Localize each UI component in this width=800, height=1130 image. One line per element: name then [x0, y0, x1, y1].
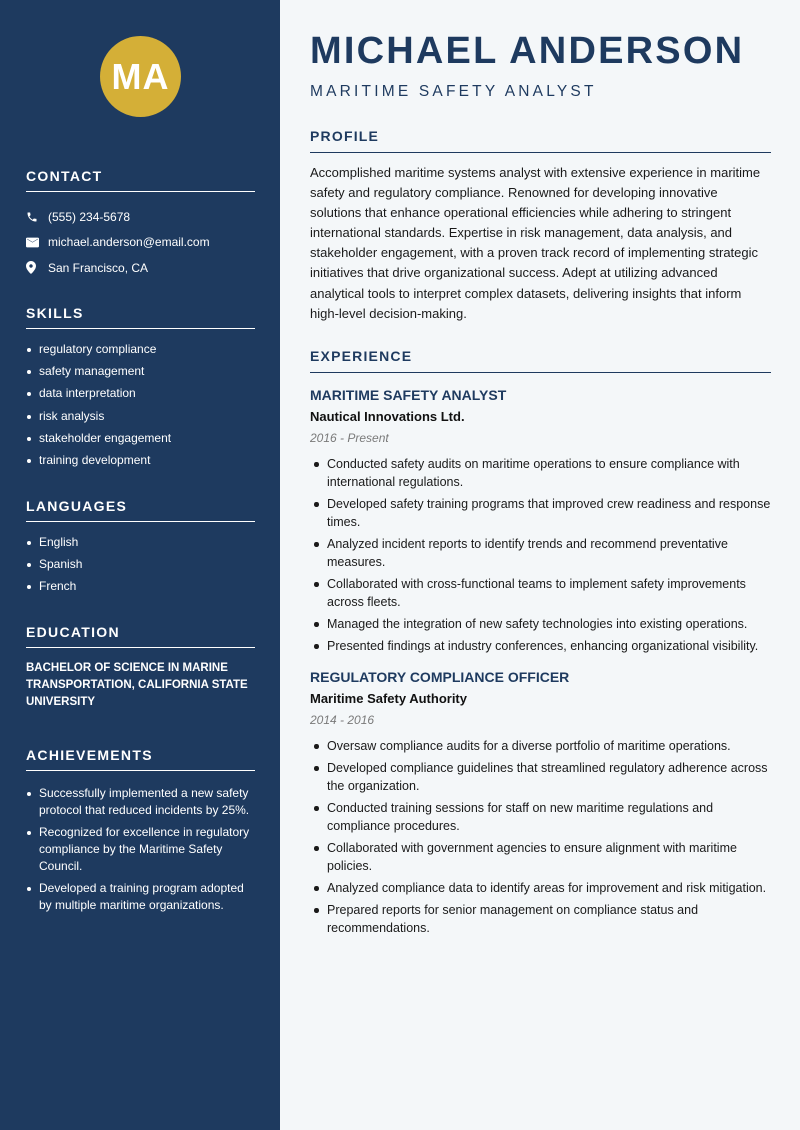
experience-section — [310, 348, 771, 941]
languages-heading: LANGUAGES — [26, 498, 255, 522]
candidate-title: MARITIME SAFETY ANALYST — [310, 83, 597, 100]
duty-item: Collaborated with cross-functional teams to implement safety improvements across fleets. — [310, 575, 771, 611]
education-section — [26, 624, 255, 711]
skill-item: stakeholder engagement — [26, 430, 255, 452]
contact-section — [26, 168, 255, 281]
achievements-section — [26, 747, 255, 919]
location-pin-icon — [26, 261, 48, 274]
language-item: French — [26, 578, 255, 600]
contact-location — [26, 255, 255, 281]
job-dates: 2016 - Present — [310, 431, 389, 445]
job-entry — [310, 669, 771, 937]
candidate-name: MICHAEL ANDERSON — [310, 30, 745, 72]
duty-item: Analyzed incident reports to identify trends and recommend preventative measures. — [310, 535, 771, 571]
job-duties — [310, 455, 771, 655]
job-title: MARITIME SAFETY ANALYST — [310, 387, 507, 403]
skill-item: regulatory compliance — [26, 341, 255, 363]
duty-item: Conducted training sessions for staff on new maritime regulations and compliance procedures. — [310, 799, 771, 835]
duty-item: Analyzed compliance data to identify areas for improvement and risk mitigation. — [310, 879, 771, 897]
profile-section — [310, 128, 771, 324]
location-text: San Francisco, CA — [48, 260, 149, 275]
contact-heading: CONTACT — [26, 168, 255, 192]
duty-item: Developed compliance guidelines that streamlined regulatory adherence across the organization. — [310, 759, 771, 795]
job-company: Maritime Safety Authority — [310, 691, 467, 706]
achievement-item: Developed a training program adopted by multiple maritime organizations. — [26, 880, 255, 914]
language-item: English — [26, 534, 255, 556]
profile-text: Accomplished maritime systems analyst with extensive experience in maritime safety and regulatory compliance. Renowned for developing innovative solutions that enhance operational efficiencies while adhering to stringent international standards. Expertise in risk management, data analysis, and stakeholder engagement, with a proven track record of implementing strategic initiatives that drive organizational success. Adept at utilizing advanced analytical tools to interpret complex datasets, delivering insights that inform high-level decision-making. — [310, 165, 761, 321]
duty-item: Developed safety training programs that improved crew readiness and response times. — [310, 495, 771, 531]
initials-avatar: MA — [100, 36, 181, 117]
skills-section — [26, 305, 255, 474]
languages-section — [26, 498, 255, 601]
job-title: REGULATORY COMPLIANCE OFFICER — [310, 669, 570, 685]
experience-heading: EXPERIENCE — [310, 348, 771, 373]
sidebar — [0, 0, 280, 1130]
email-text: michael.anderson@email.com — [48, 235, 210, 250]
achievements-heading: ACHIEVEMENTS — [26, 747, 255, 771]
job-company: Nautical Innovations Ltd. — [310, 409, 465, 424]
mail-icon — [26, 237, 48, 248]
contact-email — [26, 230, 255, 256]
duty-item: Managed the integration of new safety technologies into existing operations. — [310, 615, 771, 633]
duty-item: Collaborated with government agencies to ensure alignment with maritime policies. — [310, 839, 771, 875]
languages-list — [26, 534, 255, 601]
duty-item: Prepared reports for senior management on compliance status and recommendations. — [310, 901, 771, 937]
phone-icon — [26, 211, 48, 223]
duty-item: Presented findings at industry conferences, enhancing organizational visibility. — [310, 637, 771, 655]
degree-text: BACHELOR OF SCIENCE IN MARINE TRANSPORTATION, CALIFORNIA STATE UNIVERSITY — [26, 662, 248, 708]
skills-list — [26, 341, 255, 474]
skill-item: safety management — [26, 363, 255, 385]
achievement-item: Successfully implemented a new safety protocol that reduced incidents by 25%. — [26, 785, 255, 819]
achievement-item: Recognized for excellence in regulatory compliance by the Maritime Safety Council. — [26, 824, 255, 875]
contact-phone — [26, 204, 255, 230]
skills-heading: SKILLS — [26, 305, 255, 329]
job-dates: 2014 - 2016 — [310, 713, 375, 727]
skill-item: data interpretation — [26, 385, 255, 407]
job-entry — [310, 387, 771, 655]
phone-text: (555) 234-5678 — [48, 209, 131, 224]
skill-item: training development — [26, 452, 255, 474]
language-item: Spanish — [26, 556, 255, 578]
profile-heading: PROFILE — [310, 128, 771, 153]
education-heading: EDUCATION — [26, 624, 255, 648]
job-duties — [310, 737, 771, 937]
achievements-list — [26, 785, 255, 914]
skill-item: risk analysis — [26, 408, 255, 430]
duty-item: Conducted safety audits on maritime operations to ensure compliance with international regulations. — [310, 455, 771, 491]
duty-item: Oversaw compliance audits for a diverse portfolio of maritime operations. — [310, 737, 771, 755]
